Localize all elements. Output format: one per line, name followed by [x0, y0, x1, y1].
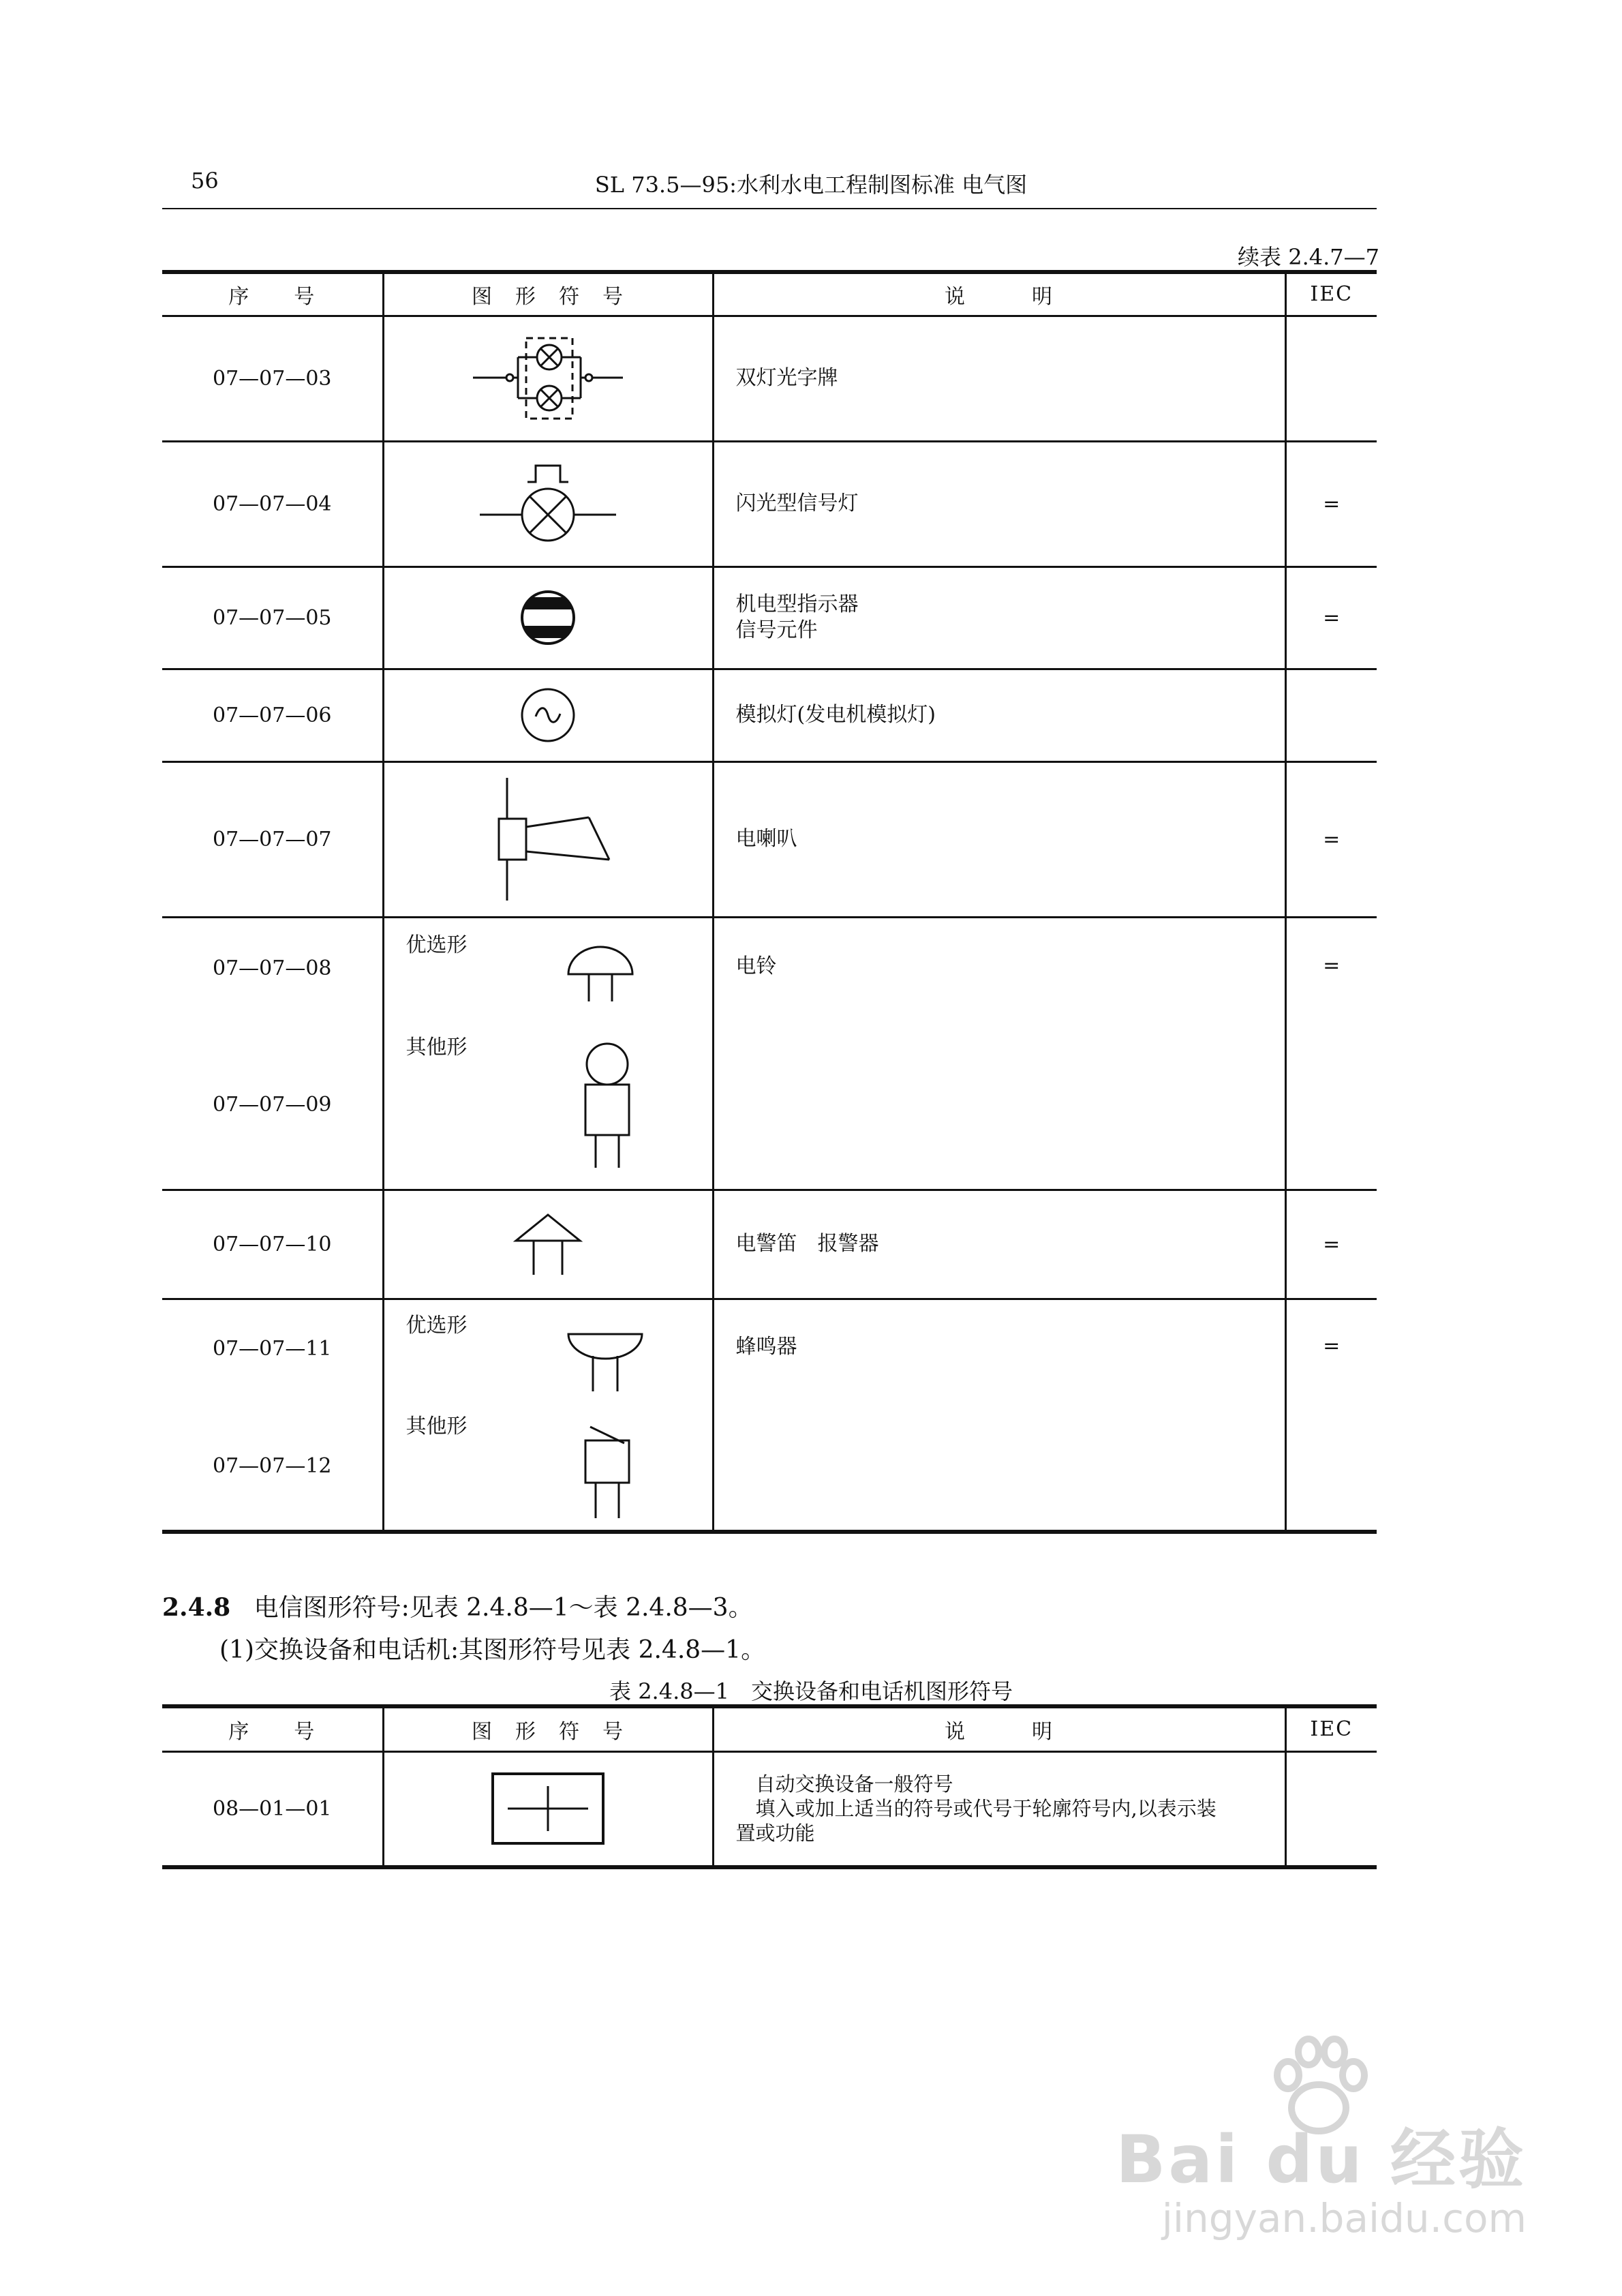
row-description	[713, 1190, 1285, 1299]
analog-lamp-symbol	[514, 681, 582, 749]
flashing-signal-lamp-symbol	[473, 456, 623, 552]
buzzer-other-symbol	[577, 1423, 638, 1525]
table-row	[162, 316, 1377, 441]
symbol-cell	[383, 669, 713, 761]
description-line: 信号元件	[735, 618, 818, 642]
symbol-table-1	[162, 270, 1377, 1534]
row-number-pair	[162, 917, 383, 1190]
row-iec: =	[1285, 441, 1377, 567]
table-row	[162, 1190, 1377, 1299]
table-header-row	[162, 272, 1377, 316]
row-iec	[1285, 669, 1377, 761]
col-header-description: 说 明	[713, 1706, 1285, 1751]
row-iec: =	[1285, 1190, 1377, 1299]
row-number: 08—01—01	[162, 1751, 383, 1867]
table-row	[162, 567, 1377, 669]
table-continuation-label: 续表 2.4.7—7	[1238, 244, 1379, 270]
section-heading	[162, 1588, 753, 1623]
row-number: 07—07—03	[162, 316, 383, 441]
row-number: 07—07—04	[162, 441, 383, 567]
row-description	[713, 1299, 1285, 1532]
row-iec	[1285, 1751, 1377, 1867]
description-line: 电警笛 报警器	[735, 1232, 879, 1256]
section-heading-text: 电信图形符号:见表 2.4.8—1～表 2.4.8—3。	[254, 1594, 753, 1622]
table-row	[162, 669, 1377, 761]
description-line: 置或功能	[735, 1822, 815, 1845]
symbol-cell	[383, 1751, 713, 1867]
description-line: 模拟灯(发电机模拟灯)	[735, 703, 936, 727]
description-line: 电铃	[735, 954, 777, 978]
symbol-cell	[383, 761, 713, 917]
table-row	[162, 761, 1377, 917]
col-header-symbol: 图 形 符 号	[383, 1706, 713, 1751]
row-number-pair	[162, 1299, 383, 1532]
row-iec: =	[1285, 917, 1377, 1190]
table-header-row	[162, 1706, 1377, 1751]
description-line: 蜂鸣器	[735, 1334, 797, 1359]
page-number: 56	[191, 168, 219, 194]
symbol-cell	[383, 441, 713, 567]
symbol-cell	[383, 567, 713, 669]
row-description	[713, 917, 1285, 1190]
row-description	[713, 761, 1285, 917]
symbol-cell	[383, 316, 713, 441]
symbol-cell	[383, 1190, 713, 1299]
row-description	[713, 567, 1285, 669]
bell-other-symbol	[577, 1041, 638, 1177]
row-number: 07—07—10	[162, 1190, 383, 1299]
row-description	[713, 316, 1285, 441]
description-line: 自动交换设备一般符号	[735, 1772, 953, 1796]
section-number: 2.4.8	[162, 1593, 231, 1622]
col-header-description: 说 明	[713, 272, 1285, 316]
siren-symbol	[510, 1207, 585, 1282]
running-title: SL 73.5—95:水利水电工程制图标准 电气图	[594, 172, 1028, 198]
section-subheading: (1)交换设备和电话机:其图形符号见表 2.4.8—1。	[219, 1636, 766, 1664]
col-header-symbol: 图 形 符 号	[383, 272, 713, 316]
description-line: 双灯光字牌	[735, 366, 838, 390]
row-number: 07—07—06	[162, 669, 383, 761]
row-description	[713, 669, 1285, 761]
row-number: 07—07—07	[162, 761, 383, 917]
automatic-exchange-symbol	[490, 1771, 606, 1846]
description-line: 闪光型信号灯	[735, 492, 859, 515]
row-iec: =	[1285, 567, 1377, 669]
dual-lamp-sign-symbol	[466, 334, 630, 423]
row-iec: =	[1285, 761, 1377, 917]
description-line: 机电型指示器	[735, 592, 859, 616]
row-number: 07—07—09	[212, 1092, 332, 1117]
header-rule	[162, 208, 1377, 209]
watermark-url: jingyan.baidu.com	[1161, 2195, 1527, 2241]
row-number: 07—07—11	[212, 1336, 332, 1361]
symbol-cell	[383, 917, 713, 1190]
watermark-brand: Bai du 经验	[1116, 2121, 1527, 2198]
electromechanical-indicator-symbol	[514, 584, 582, 652]
buzzer-preferred-symbol	[564, 1320, 646, 1395]
col-header-iec: IEC	[1285, 272, 1377, 316]
variant-label-preferred: 优选形	[406, 1313, 468, 1338]
variant-label-other: 其他形	[406, 1035, 468, 1059]
row-iec	[1285, 316, 1377, 441]
row-iec: =	[1285, 1299, 1377, 1532]
row-description	[713, 1751, 1285, 1867]
table-row	[162, 1751, 1377, 1867]
description-line: 填入或加上适当的符号或代号于轮廓符号内,以表示装	[735, 1797, 1216, 1821]
table-row	[162, 441, 1377, 567]
col-header-number: 序 号	[162, 1706, 383, 1751]
description-line: 电喇叭	[735, 827, 797, 851]
table-caption: 表 2.4.8—1 交换设备和电话机图形符号	[609, 1678, 1013, 1704]
variant-label-other: 其他形	[406, 1414, 468, 1438]
electric-horn-symbol	[473, 771, 623, 907]
symbol-table-2	[162, 1704, 1377, 1869]
row-number: 07—07—05	[162, 567, 383, 669]
table-row	[162, 1299, 1377, 1532]
row-number: 07—07—08	[212, 956, 332, 980]
bell-preferred-symbol	[563, 943, 638, 1004]
symbol-cell	[383, 1299, 713, 1532]
row-number: 07—07—12	[212, 1453, 332, 1478]
variant-label-preferred: 优选形	[406, 933, 468, 957]
col-header-number: 序 号	[162, 272, 383, 316]
col-header-iec: IEC	[1285, 1706, 1377, 1751]
table-row	[162, 917, 1377, 1190]
row-description	[713, 441, 1285, 567]
